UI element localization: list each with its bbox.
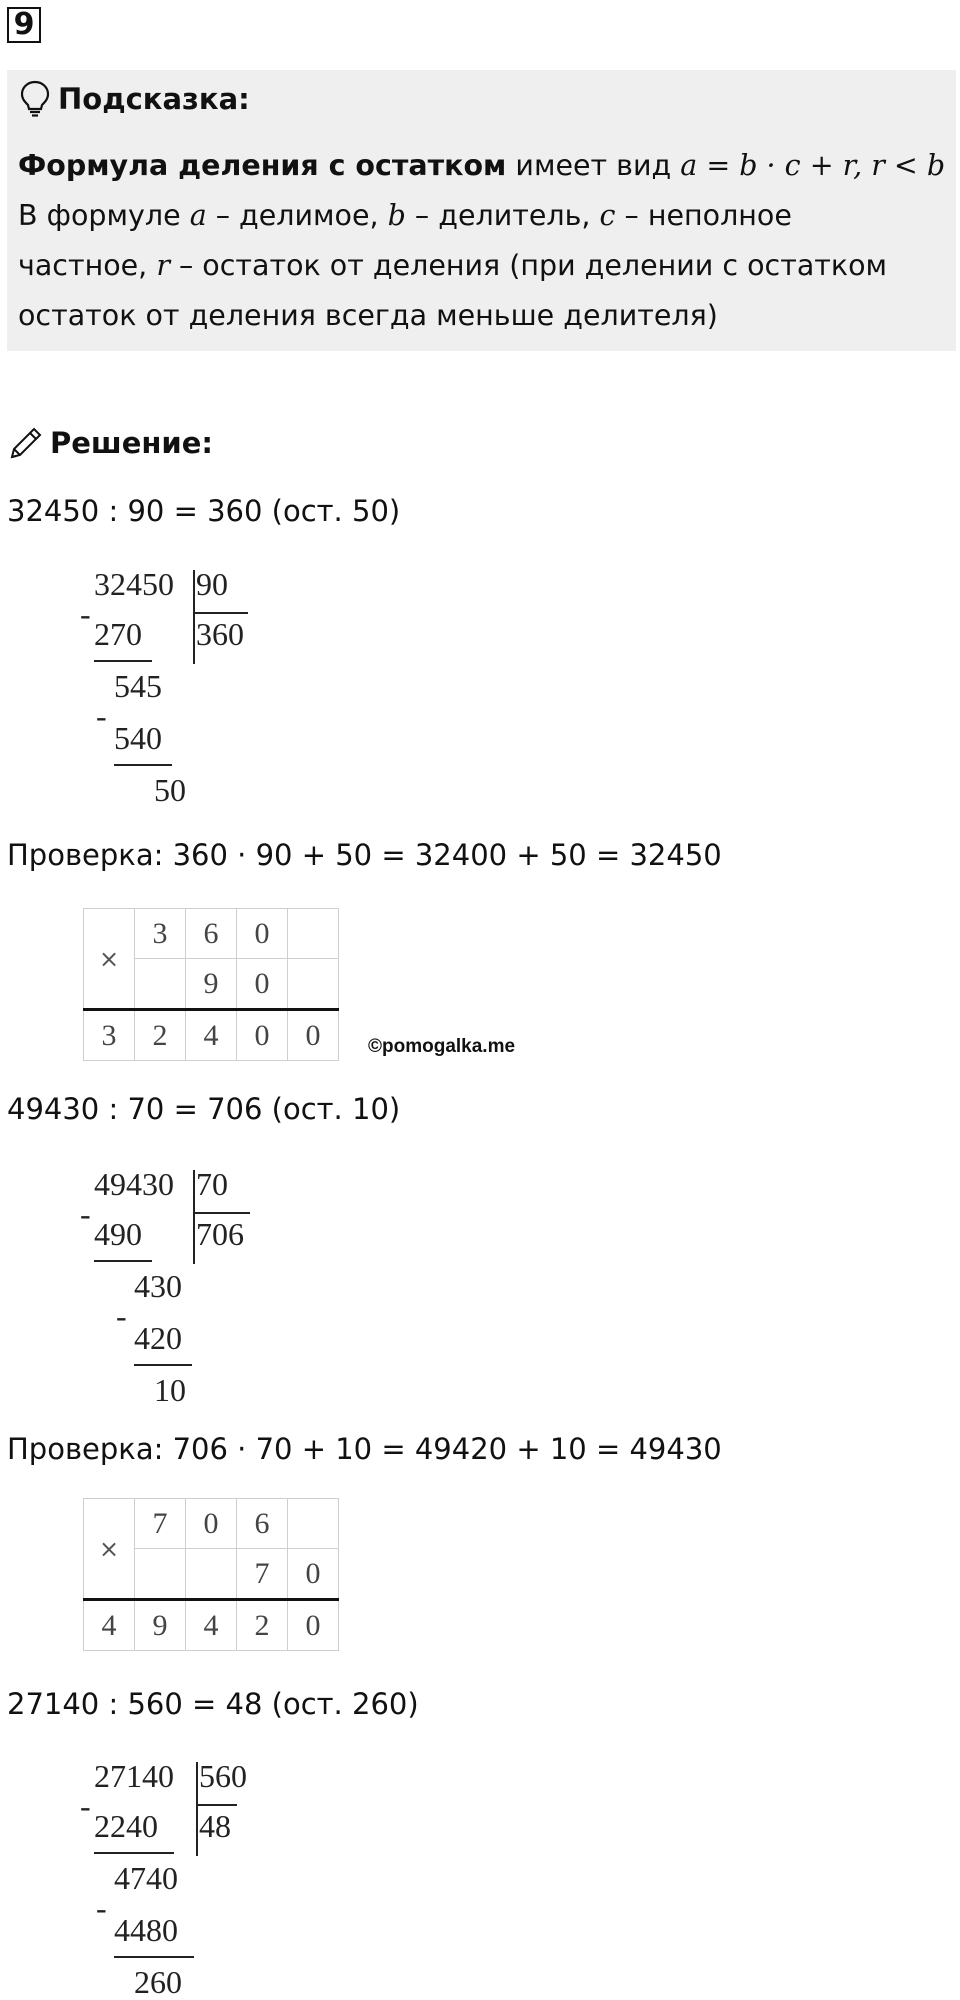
quotient: 48 <box>199 1808 231 1844</box>
partial-remainder-1: 545 <box>114 668 162 704</box>
hint-formula: a = b · c + r, r < b <box>680 149 946 182</box>
check-2: Проверка: 706 · 70 + 10 = 49420 + 10 = 49430 <box>7 1432 722 1466</box>
hint-bold-term: Формула деления с остатком <box>18 149 507 182</box>
hint-line-2: В формуле a – делимое, b – делитель, c – неполное <box>18 199 792 232</box>
multiplication-table-1: × 3 6 0 9 0 3 2 4 0 0 <box>83 908 339 1061</box>
multiply-sign: × <box>84 909 135 1010</box>
lightbulb-icon <box>20 80 50 118</box>
remainder: 50 <box>154 772 186 808</box>
multiplication-table-2: × 7 0 6 7 0 4 9 4 2 0 <box>83 1498 339 1651</box>
quotient: 706 <box>196 1216 244 1252</box>
problem-number: 9 <box>7 7 41 43</box>
equation-3: 27140 : 560 = 48 (ост. 260) <box>7 1687 419 1721</box>
dividend: 27140 <box>94 1758 174 1794</box>
solution-title <box>8 425 213 461</box>
hint-line-3: частное, r – остаток от деления (при делении с остатком <box>18 249 888 282</box>
dividend: 49430 <box>94 1166 174 1202</box>
hint-line-1 <box>18 149 945 182</box>
subtrahend-1: 490 <box>94 1216 142 1252</box>
subtrahend-2: 4480 <box>114 1912 178 1948</box>
hint-title <box>20 80 250 118</box>
remainder: 10 <box>154 1372 186 1408</box>
remainder: 260 <box>134 1964 182 2000</box>
divisor: 70 <box>196 1166 228 1202</box>
divisor: 560 <box>199 1758 247 1794</box>
subtrahend-1: 270 <box>94 616 142 652</box>
solution-title-text: Решение: <box>50 426 214 460</box>
subtrahend-2: 420 <box>134 1320 182 1356</box>
hint-title-text: Подсказка: <box>58 82 250 116</box>
check-1: Проверка: 360 · 90 + 50 = 32400 + 50 = 32450 <box>7 838 722 872</box>
equation-2: 49430 : 70 = 706 (ост. 10) <box>7 1092 401 1126</box>
divisor: 90 <box>196 566 228 602</box>
hint-line-4: остаток от деления всегда меньше делителя) <box>18 299 718 332</box>
equation-1: 32450 : 90 = 360 (ост. 50) <box>7 494 401 528</box>
partial-remainder-1: 4740 <box>114 1860 178 1896</box>
quotient: 360 <box>196 616 244 652</box>
partial-remainder-1: 430 <box>134 1268 182 1304</box>
subtrahend-2: 540 <box>114 720 162 756</box>
watermark: ©pomogalka.me <box>368 1036 516 1057</box>
hint-line1-text: имеет вид <box>506 149 681 182</box>
pencil-icon <box>8 425 44 461</box>
multiply-sign: × <box>84 1499 135 1600</box>
dividend: 32450 <box>94 566 174 602</box>
subtrahend-1: 2240 <box>94 1808 158 1844</box>
